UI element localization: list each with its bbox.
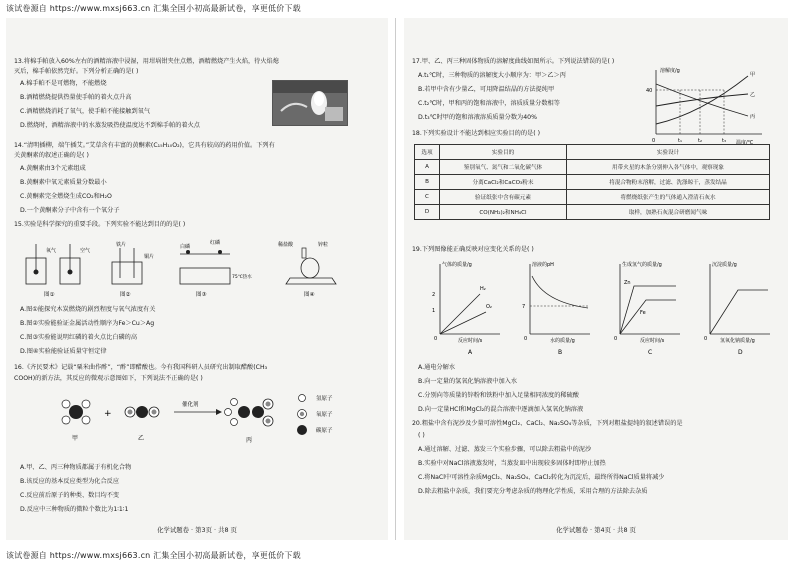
svg-text:Zn: Zn	[624, 280, 631, 286]
svg-text:2: 2	[432, 292, 436, 298]
q17-stem: 17.甲、乙、丙三种固体物质的溶解度曲线如图所示。下列说法错误的是( )	[412, 58, 615, 65]
table-row	[415, 190, 770, 205]
q19-charts	[420, 256, 772, 356]
label-hydrochloric-acid: 稀盐酸	[278, 242, 294, 248]
header-option: 选项	[415, 145, 440, 160]
svg-text:O₂: O₂	[486, 304, 492, 310]
chart-a-letter: A	[468, 349, 473, 356]
q13-option-a: A.棉手帕不是可燃物，不能燃烧	[20, 80, 107, 87]
label-oxygen: 氧气	[46, 248, 57, 254]
svg-text:水的质量/g: 水的质量/g	[550, 338, 575, 344]
legend-carbon: 碳原子	[316, 428, 333, 434]
q14-option-b: B.黄酮素中氧元素质量分数最小	[20, 179, 107, 186]
q17-option-d: D.t₃℃时甲的饱和溶液溶质质量分数为40%	[418, 114, 537, 121]
figure-3	[180, 239, 252, 298]
q15-option-b: B.图②实验能验证金属活动性顺序为Fe＞Cu＞Ag	[20, 320, 155, 327]
table-row	[415, 205, 770, 220]
burning-handkerchief-image	[273, 81, 347, 125]
table-cell: B	[415, 175, 440, 190]
fig-label-3: 图③	[196, 292, 207, 298]
q20-option-c: C.将NaCl中可溶性杂质MgCl₂、Na₂SO₄、CaCl₂转化为沉淀后，最终所得NaCl质量将减少	[418, 474, 665, 481]
svg-text:生成氢气的质量/g: 生成氢气的质量/g	[622, 262, 662, 268]
legend	[297, 394, 333, 435]
name-jia: 甲	[72, 435, 79, 442]
q13-stem-1: 13.将棉手帕放入60%左右的酒精溶液中浸湿，用坩埚钳夹住点燃，酒精燃烧产生火焰，待火焰熄	[14, 58, 279, 65]
svg-text:氢氧化钠质量/g: 氢氧化钠质量/g	[720, 338, 755, 344]
q17-ytick: 40	[646, 88, 653, 94]
svg-text:H₂: H₂	[480, 286, 486, 292]
fig-label-1: 图①	[44, 292, 55, 298]
chart-c-letter: C	[648, 349, 653, 356]
q19-stem: 19.下列图像能正确反映对应变化关系的是( )	[412, 246, 534, 253]
q17-xtick-0: 0	[652, 138, 656, 144]
svg-text:沉淀质量/g: 沉淀质量/g	[712, 262, 737, 268]
q17-xtick-t1: t₁	[678, 138, 682, 144]
q19-option-b: B.向一定量的氢氧化钠溶液中加入水	[418, 378, 518, 385]
label-iron-plate: 铁片	[116, 242, 127, 248]
molecule-yi	[125, 406, 159, 442]
q17-ylabel: 溶解度/g	[660, 68, 680, 74]
chart-d-letter: D	[738, 349, 743, 356]
q19-option-c: C.分别向等质量的锌粉和铁粉中加入足量相同浓度的稀硫酸	[418, 392, 579, 399]
chart-b-letter: B	[558, 349, 563, 356]
table-row	[415, 175, 770, 190]
table-cell: A	[415, 160, 440, 175]
q14-option-a: A.黄酮素由3个元素组成	[20, 165, 86, 172]
chart-d	[704, 261, 770, 356]
q17-option-a: A.t₁℃时，三种物质的溶解度大小顺序为：甲＞乙＞丙	[418, 72, 566, 79]
q16-option-a: A.甲、乙、丙三种物质都属于有机化合物	[20, 464, 132, 471]
header-design: 实验设计	[567, 145, 770, 160]
catalyst-label: 催化剂	[182, 402, 199, 408]
q20-option-d: D.除去粗盐中杂质，我们要充分考虑杂质的物理化学性质，采用合理的方法除去杂质	[418, 488, 648, 495]
table-row	[415, 160, 770, 175]
chart-b	[522, 261, 590, 356]
q14-option-d: D.一个黄酮素分子中含有一个氧分子	[20, 207, 120, 214]
table-cell: 用带火星的木条分别伸入各气体中，观察现象	[567, 160, 770, 175]
name-bing: 丙	[246, 437, 253, 444]
exam-page-3	[6, 18, 388, 540]
page-footer-3: 化学试题卷 · 第3页 · 共8 页	[157, 526, 237, 534]
watermark-top: 该试卷源自 https://www.mxsj663.cn 汇集全国小初高最新试卷，享更低价下载	[6, 4, 301, 13]
svg-text:反应时间/s: 反应时间/s	[640, 338, 665, 344]
q13-option-c: C.酒精燃烧消耗了氧气，使手帕不能接触到氧气	[20, 108, 151, 115]
figure-4	[278, 241, 336, 298]
svg-text:0: 0	[704, 336, 708, 342]
molecule-jia	[62, 400, 90, 442]
molecule-bing	[225, 399, 274, 445]
q13-option-d: D.燃烧时，酒精溶液中的水蒸发吸热使温度达不到棉手帕的着火点	[20, 122, 200, 129]
watermark-bottom: 该试卷源自 https://www.mxsj663.cn 汇集全国小初高最新试卷，享更低价下载	[6, 551, 301, 560]
label-red-phosphorus: 红磷	[210, 240, 221, 246]
q17-xlabel: 温度/℃	[736, 140, 754, 146]
label-hot-water: 75℃热水	[232, 275, 252, 280]
q16-option-c: C.反应前后原子的种类、数目均不变	[20, 492, 120, 499]
svg-text:0: 0	[614, 336, 618, 342]
q20-stem-1: 20.粗盐中含有泥沙及少量可溶性MgCl₂、CaCl₂、Na₂SO₄等杂质，下列对粗盐提纯的叙述错误的是	[412, 420, 683, 427]
svg-text:Fe: Fe	[640, 310, 646, 316]
legend-oxygen: 氧原子	[316, 412, 333, 418]
figure-2	[112, 241, 154, 298]
q17-option-b: B.若甲中含有少量乙，可用降温结晶的方法提纯甲	[418, 86, 555, 93]
q20-stem-2: ( )	[418, 432, 425, 439]
svg-text:气体的质量/g: 气体的质量/g	[442, 262, 472, 268]
q14-option-c: C.黄酮素完全燃烧生成CO₂和H₂O	[20, 193, 112, 200]
q14-stem-1: 14.“清明插柳，端午插艾。”艾草含有丰富的黄酮素(C₁₅H₁₀O₂)，它具有较高的药用价值。下列有	[14, 142, 275, 149]
q16-option-d: D.反应中三种物质的微粒个数比为1∶1∶1	[20, 506, 129, 513]
q18-stem: 18.下列实验设计不能达到相应实验目的的是( )	[412, 130, 541, 137]
q17-xtick-t3: t₃	[722, 138, 726, 144]
q19-option-a: A.通电分解水	[418, 364, 456, 371]
label-copper-plate: 铜片	[144, 254, 155, 260]
q15-option-a: A.图①能探究木炭燃烧的剧烈程度与氧气浓度有关	[20, 306, 156, 313]
table-cell: 将混合物粉末溶解，过滤、洗涤晾干，蒸发结晶	[567, 175, 770, 190]
figure-1	[26, 244, 90, 298]
q16-micro-reaction-diagram	[46, 388, 356, 452]
table-cell: 验证纸张中含有碳元素	[440, 190, 567, 205]
table-cell: 鉴别氧气、氮气和二氧化碳气体	[440, 160, 567, 175]
svg-text:溶液的pH: 溶液的pH	[532, 262, 554, 268]
curve-yi	[656, 94, 748, 106]
curve-jia	[656, 76, 748, 124]
q13-stem-2: 灭后，棉手帕依然完好。下列分析正确的是( )	[14, 68, 139, 75]
q15-stem: 15.实验是科学探究的重要手段。下列实验不能达到目的的是( )	[14, 221, 186, 228]
exam-page-4	[404, 18, 788, 540]
table-cell: 分离CaCl₂和CaCO₃粉末	[440, 175, 567, 190]
table-cell: 将燃烧纸张产生的气体通入澄清石灰水	[567, 190, 770, 205]
q17-option-c: C.t₂℃时，甲和丙的饱和溶液中，溶质质量分数相等	[418, 100, 560, 107]
page-divider	[395, 18, 396, 540]
label-zinc: 锌粒	[318, 242, 329, 248]
table-cell: D	[415, 205, 440, 220]
plus-sign: +	[104, 409, 112, 419]
q17-xtick-t2: t₂	[698, 138, 702, 144]
q19-option-d: D.向一定量HCl和MgCl₂的混合溶液中逐滴加入氢氧化钠溶液	[418, 406, 584, 413]
q15-apparatus-figures	[20, 234, 350, 302]
q17-solubility-chart	[644, 62, 774, 148]
q14-stem-2: 关黄酮素的叙述正确的是( )	[14, 152, 89, 159]
label-jia: 甲	[750, 72, 756, 78]
curve-bing	[656, 84, 748, 116]
svg-text:1: 1	[432, 308, 436, 314]
label-bing: 丙	[750, 114, 756, 120]
svg-text:0: 0	[524, 336, 528, 342]
q20-option-b: B.实验中对NaCl溶液蒸发时，当蒸发皿中出现较多固体时即停止加热	[418, 460, 606, 467]
chart-c	[614, 261, 680, 356]
q20-option-a: A.通过溶解、过滤、蒸发三个实验步骤，可以除去粗盐中的泥沙	[418, 446, 592, 453]
q13-option-b: B.酒精燃烧提供热量使手帕的着火点升高	[20, 94, 132, 101]
table-header-row	[415, 145, 770, 160]
label-white-phosphorus: 白磷	[180, 244, 191, 250]
header-purpose: 实验目的	[440, 145, 567, 160]
table-cell: CO(NH₂)₂和NH₄Cl	[440, 205, 567, 220]
label-yi: 乙	[750, 92, 756, 98]
q15-option-c: C.图③实验能说明红磷的着火点比白磷的高	[20, 334, 138, 341]
fig-label-2: 图②	[120, 292, 131, 298]
chart-a	[432, 261, 500, 356]
legend-hydrogen: 氢原子	[316, 396, 333, 402]
q15-option-d: D.图④实验能验证质量守恒定律	[20, 348, 107, 355]
fig-label-4: 图④	[304, 292, 315, 298]
q16-option-b: B.该反应的基本反应类型为化合反应	[20, 478, 120, 485]
q16-stem-2: COOH)的新方法，其反应的微观示意图如下，下列说法不正确的是( )	[14, 375, 203, 382]
label-air: 空气	[80, 248, 91, 254]
q16-stem-1: 16.《齐民要术》记载“粟米曲作酢”，“酢”即醋酸也。今有我国科研人员研究出制取醋酸(CH₃	[14, 364, 268, 371]
name-yi: 乙	[138, 435, 145, 442]
table-cell: C	[415, 190, 440, 205]
svg-text:0: 0	[434, 336, 438, 342]
page-footer-4: 化学试题卷 · 第4页 · 共8 页	[556, 526, 636, 534]
table-cell: 取样，加熟石灰混合研磨闻气味	[567, 205, 770, 220]
q18-table	[414, 144, 770, 220]
q13-photo	[272, 80, 348, 126]
svg-text:7: 7	[522, 304, 526, 310]
svg-text:反应时间/s: 反应时间/s	[458, 338, 483, 344]
